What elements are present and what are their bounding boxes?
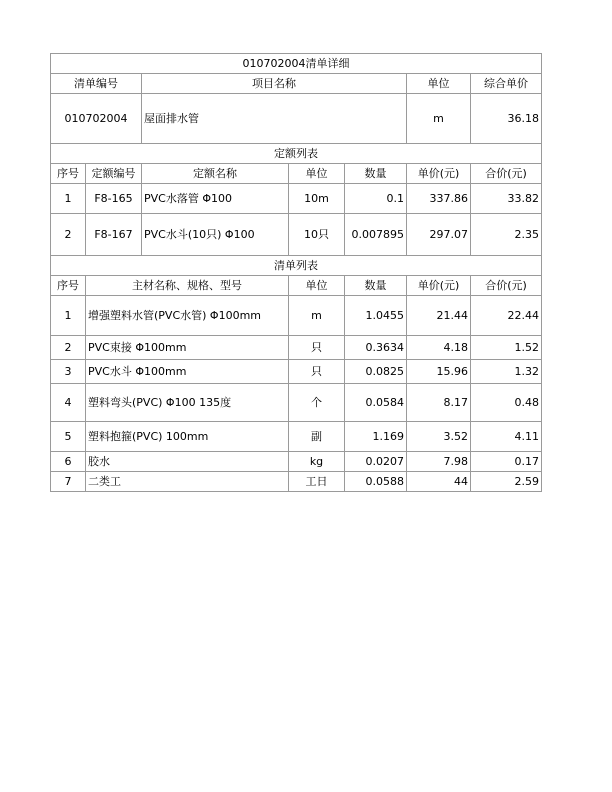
material-section-title: 清单列表 [51,256,542,276]
item-code-header: 清单编号 [51,74,142,94]
detail-table [50,53,542,492]
quota-cell-name: PVC水斗(10只) Φ100 [142,214,289,256]
quota-row [51,214,542,256]
material-cell-name: 二类工 [86,472,289,492]
material-cell-name: 增强塑料水管(PVC水管) Φ100mm [86,296,289,336]
material-cell-seq: 1 [51,296,86,336]
quota-cell-unit: 10m [289,184,345,214]
title-row [51,54,542,74]
material-cell-total: 22.44 [471,296,542,336]
material-cell-seq: 3 [51,360,86,384]
material-section-row [51,256,542,276]
material-cell-total: 0.48 [471,384,542,422]
material-cell-unit: 只 [289,336,345,360]
material-cell-price: 7.98 [407,452,471,472]
item-price-header: 综合单价 [471,74,542,94]
quota-cell-name: PVC水落管 Φ100 [142,184,289,214]
material-cell-price: 8.17 [407,384,471,422]
material-row [51,296,542,336]
quota-cell-code: F8-165 [86,184,142,214]
material-row [51,452,542,472]
material-header-cell: 主材名称、规格、型号 [86,276,289,296]
quota-cell-unit: 10只 [289,214,345,256]
quota-cell-code: F8-167 [86,214,142,256]
material-cell-unit: 只 [289,360,345,384]
quota-header-cell: 定额名称 [142,164,289,184]
item-name: 屋面排水管 [142,94,407,144]
material-cell-name: PVC束接 Φ100mm [86,336,289,360]
material-cell-seq: 7 [51,472,86,492]
material-header-cell: 序号 [51,276,86,296]
material-cell-qty: 1.0455 [345,296,407,336]
material-cell-qty: 0.3634 [345,336,407,360]
material-cell-total: 0.17 [471,452,542,472]
material-cell-qty: 0.0207 [345,452,407,472]
item-header-row [51,74,542,94]
quota-section-title: 定额列表 [51,144,542,164]
quota-cell-price: 337.86 [407,184,471,214]
quota-cell-total: 33.82 [471,184,542,214]
quota-cell-seq: 1 [51,184,86,214]
material-cell-name: 塑料弯头(PVC) Φ100 135度 [86,384,289,422]
item-unit: m [407,94,471,144]
material-cell-unit: m [289,296,345,336]
material-cell-price: 44 [407,472,471,492]
material-cell-qty: 0.0584 [345,384,407,422]
material-cell-unit: kg [289,452,345,472]
material-cell-unit: 个 [289,384,345,422]
quota-header-cell: 单价(元) [407,164,471,184]
material-cell-qty: 0.0825 [345,360,407,384]
material-cell-price: 3.52 [407,422,471,452]
material-cell-total: 1.52 [471,336,542,360]
material-cell-total: 4.11 [471,422,542,452]
quota-cell-total: 2.35 [471,214,542,256]
quota-cell-price: 297.07 [407,214,471,256]
quota-header-cell: 单位 [289,164,345,184]
material-cell-total: 2.59 [471,472,542,492]
quota-header-row [51,164,542,184]
material-cell-price: 15.96 [407,360,471,384]
item-code: 010702004 [51,94,142,144]
quota-header-cell: 合价(元) [471,164,542,184]
quota-section-row [51,144,542,164]
material-cell-name: 胶水 [86,452,289,472]
material-cell-name: PVC水斗 Φ100mm [86,360,289,384]
material-cell-seq: 6 [51,452,86,472]
material-cell-name: 塑料抱箍(PVC) 100mm [86,422,289,452]
material-header-cell: 单位 [289,276,345,296]
material-cell-unit: 副 [289,422,345,452]
quota-header-cell: 定额编号 [86,164,142,184]
material-header-cell: 单价(元) [407,276,471,296]
item-price: 36.18 [471,94,542,144]
material-header-cell: 合价(元) [471,276,542,296]
material-cell-seq: 4 [51,384,86,422]
material-row [51,384,542,422]
quota-header-cell: 序号 [51,164,86,184]
quota-cell-qty: 0.007895 [345,214,407,256]
material-header-cell: 数量 [345,276,407,296]
material-cell-price: 21.44 [407,296,471,336]
material-row [51,422,542,452]
material-cell-total: 1.32 [471,360,542,384]
material-row [51,360,542,384]
quota-cell-seq: 2 [51,214,86,256]
quota-row [51,184,542,214]
material-cell-seq: 2 [51,336,86,360]
material-cell-qty: 1.169 [345,422,407,452]
sheet-title: 010702004清单详细 [51,54,542,74]
quota-cell-qty: 0.1 [345,184,407,214]
material-cell-price: 4.18 [407,336,471,360]
material-cell-unit: 工日 [289,472,345,492]
item-row [51,94,542,144]
material-header-row [51,276,542,296]
material-cell-qty: 0.0588 [345,472,407,492]
material-row [51,472,542,492]
material-row [51,336,542,360]
quota-header-cell: 数量 [345,164,407,184]
item-name-header: 项目名称 [142,74,407,94]
material-cell-seq: 5 [51,422,86,452]
item-unit-header: 单位 [407,74,471,94]
